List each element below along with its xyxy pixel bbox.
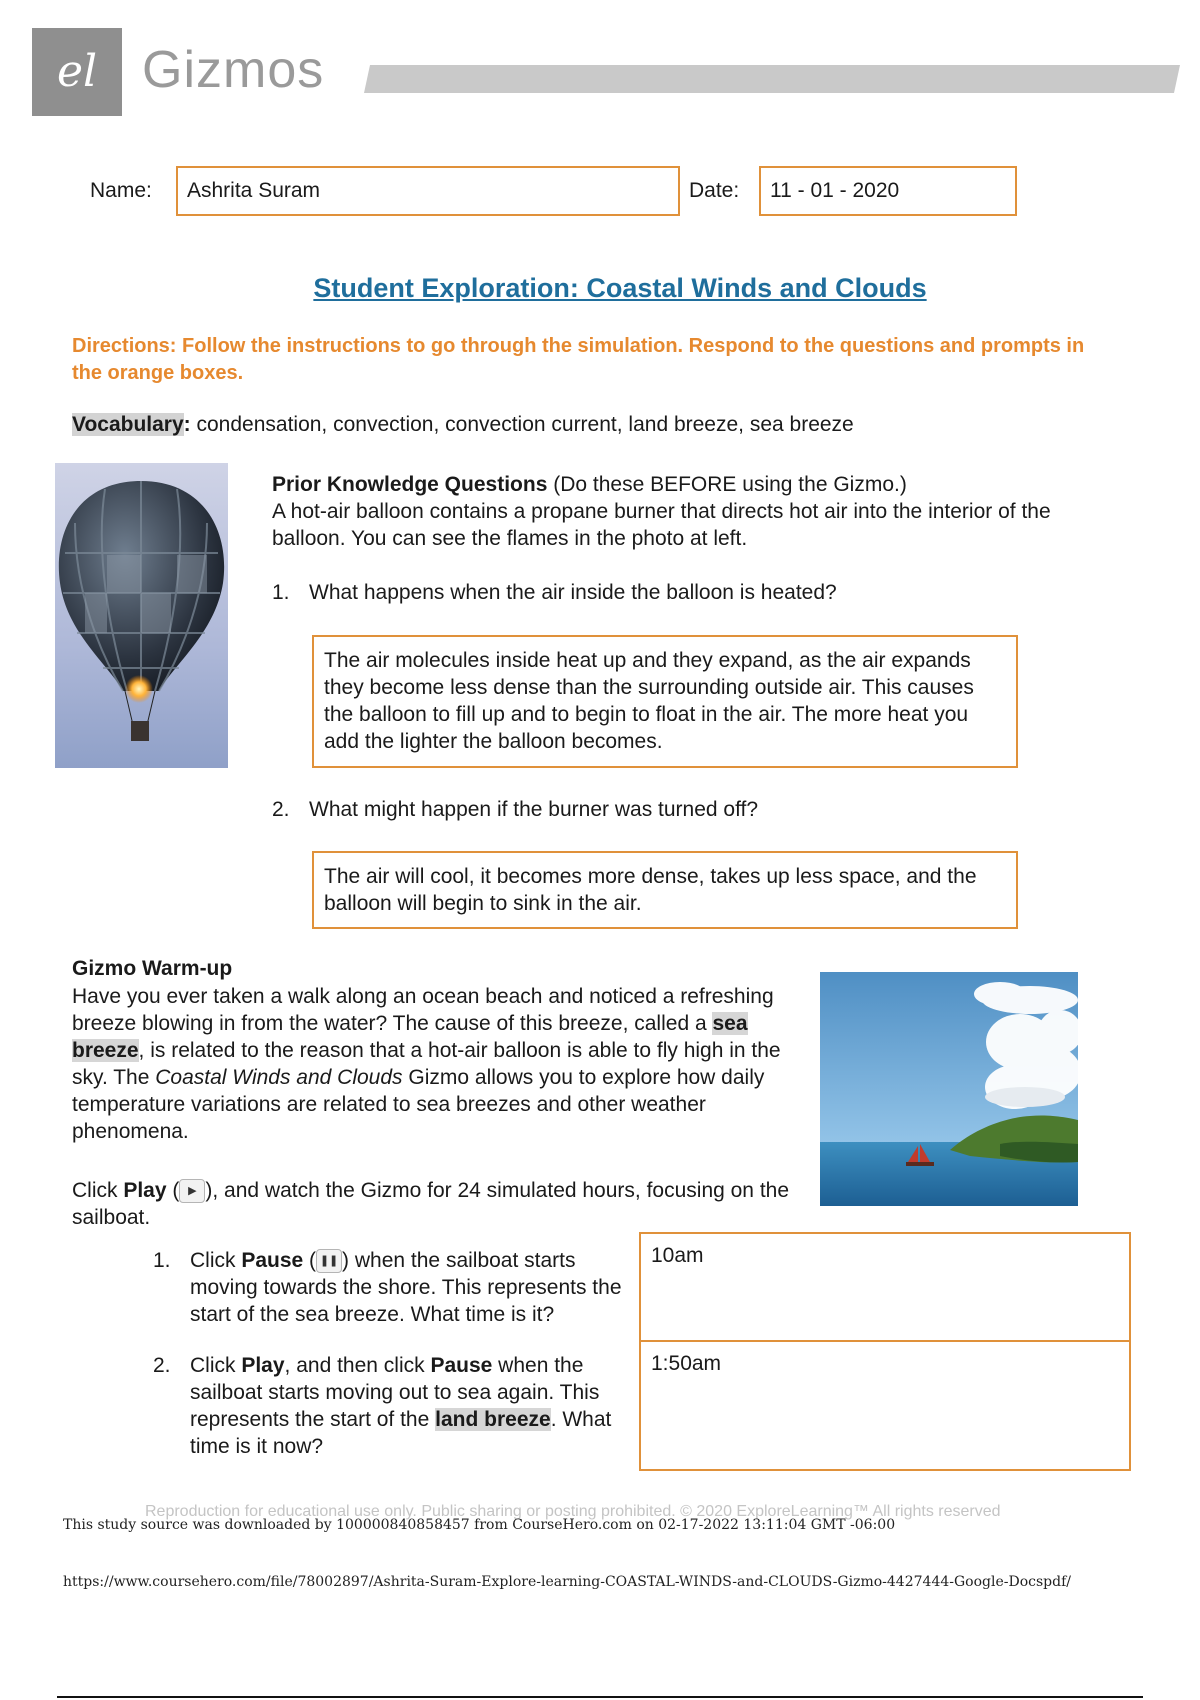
answer-2-box[interactable]: The air will cool, it becomes more dense, takes up less space, and the balloon will begin to sink in the air. xyxy=(312,851,1018,929)
page-title: Student Exploration: Coastal Winds and Clouds xyxy=(313,273,927,303)
sea-breeze-term: sea breeze xyxy=(72,1012,748,1062)
question-2: What might happen if the burner was turned off? xyxy=(309,798,759,821)
coastal-scene-photo xyxy=(820,972,1078,1206)
brand-name: Gizmos xyxy=(142,41,325,99)
logo-text: el xyxy=(56,46,98,97)
header-bar xyxy=(364,65,1180,93)
play-label: Play xyxy=(123,1179,167,1202)
item-2-number: 2. xyxy=(153,1354,171,1377)
prior-knowledge-heading-line xyxy=(272,471,1102,498)
question-2-number: 2. xyxy=(272,798,290,821)
item-2-text: Click Play, and then click Pause when the sailboat starts moving out to sea again. This represents the start of the land breeze. What time is it now? xyxy=(190,1354,612,1458)
question-1: What happens when the air inside the balloon is heated? xyxy=(309,581,837,604)
directions: Directions: Follow the instructions to go through the simulation. Respond to the questions and prompts in the orange boxes. xyxy=(72,335,1085,384)
bottom-rule xyxy=(57,1696,1143,1698)
vocabulary-terms: condensation, convection, convection current, land breeze, sea breeze xyxy=(190,413,854,436)
warmup-paragraph: Have you ever taken a walk along an ocean beach and noticed a refreshing breeze blowing in from the water? The cause of this breeze, called a sea breeze, is related to the reason that a hot-air balloon is able to fly high in the sky. The Coastal Winds and Clouds Gizmo allows you to explore how daily temperature variations are related to sea breezes and other weather phenomena. xyxy=(72,985,781,1143)
item-1-number: 1. xyxy=(153,1249,171,1272)
answer-item-2-box[interactable]: 1:50am xyxy=(639,1340,1131,1471)
play-icon[interactable]: ▶ xyxy=(179,1179,205,1203)
prior-knowledge-note: (Do these BEFORE using the Gizmo.) xyxy=(547,473,907,496)
vocabulary-colon: : xyxy=(183,413,191,436)
gizmos-logo xyxy=(32,28,122,116)
warmup-heading: Gizmo Warm-up xyxy=(72,957,233,980)
pause-label-2: Pause xyxy=(430,1354,493,1377)
download-notice: This study source was downloaded by 100000840858457 from CourseHero.com on 02-17-2022 13:11:04 GMT -06:00 xyxy=(63,1517,896,1533)
play-instruction: Click Play ( ▶ ), and watch the Gizmo for 24 simulated hours, focusing on the sailboat. xyxy=(72,1179,790,1229)
prior-knowledge-heading: Prior Knowledge Questions xyxy=(272,473,548,496)
pause-label: Pause xyxy=(241,1249,304,1272)
land-breeze-term: land breeze xyxy=(435,1408,551,1431)
question-1-number: 1. xyxy=(272,581,290,604)
date-label: Date: xyxy=(689,179,740,202)
source-url[interactable]: https://www.coursehero.com/file/78002897/Ashrita-Suram-Explore-learning-COASTAL-WINDS-and-CLOUDS-Gizmo-4427444-Google-Docspdf/ xyxy=(63,1574,1071,1590)
vocabulary xyxy=(72,413,854,437)
reproduction-notice: Reproduction for educational use only. Public sharing or posting prohibited. © 2020 ExploreLearning™ All rights reserved xyxy=(145,1503,1001,1520)
gizmo-name: Coastal Winds and Clouds xyxy=(155,1066,403,1089)
pause-icon[interactable]: ❚❚ xyxy=(316,1249,342,1273)
answer-item-1-box[interactable]: 10am xyxy=(639,1232,1131,1342)
item-1-text: Click Pause ( ❚❚ ) when the sailboat starts moving towards the shore. This represents the start of the sea breeze. What time is it? xyxy=(190,1249,622,1326)
name-field[interactable]: Ashrita Suram xyxy=(176,166,680,216)
answer-1-box[interactable]: The air molecules inside heat up and they expand, as the air expands they become less dense than the surrounding outside air. This causes the balloon to fill up and to begin to float in the air. The more heat you add the lighter the balloon becomes. xyxy=(312,635,1018,768)
play-label-2: Play xyxy=(241,1354,285,1377)
prior-knowledge-intro: A hot-air balloon contains a propane burner that directs hot air into the interior of the balloon. You can see the flames in the photo at left. xyxy=(272,500,1051,550)
vocabulary-label: Vocabulary xyxy=(72,413,184,436)
name-label: Name: xyxy=(90,179,152,202)
hot-air-balloon-photo xyxy=(55,463,228,768)
date-field[interactable]: 11 - 01 - 2020 xyxy=(759,166,1017,216)
